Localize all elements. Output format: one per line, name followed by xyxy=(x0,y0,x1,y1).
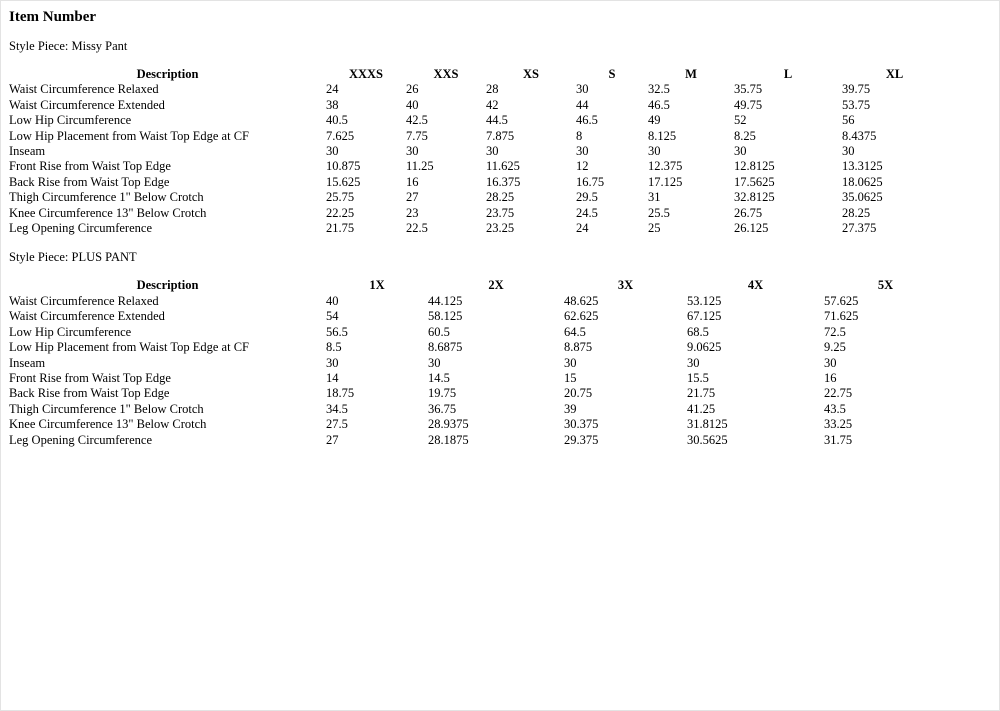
measurement-row xyxy=(9,98,947,113)
size-value: 58.125 xyxy=(428,309,463,324)
size-value: 30 xyxy=(428,355,441,370)
size-value: 30 xyxy=(734,144,747,159)
size-value: 22.75 xyxy=(824,386,853,401)
size-value: 17.125 xyxy=(648,174,683,189)
measurement-row xyxy=(9,340,947,355)
size-value: 30 xyxy=(326,144,339,159)
column-header-3x: 3X xyxy=(617,278,634,293)
row-label: Back Rise from Waist Top Edge xyxy=(9,174,170,189)
size-value: 34.5 xyxy=(326,401,348,416)
size-value: 62.625 xyxy=(564,309,599,324)
size-value: 12.375 xyxy=(648,159,683,174)
size-value: 44.125 xyxy=(428,293,463,308)
size-value: 12 xyxy=(576,159,589,174)
column-header-xs: XS xyxy=(523,67,539,81)
size-value: 44.5 xyxy=(486,113,508,128)
measurement-row xyxy=(9,159,947,174)
measurement-row xyxy=(9,144,947,159)
row-label: Thigh Circumference 1" Below Crotch xyxy=(9,190,204,205)
plus-pant-size-table xyxy=(9,278,947,447)
size-value: 16 xyxy=(824,370,837,385)
size-value: 49.75 xyxy=(734,97,763,112)
size-value: 30 xyxy=(326,355,339,370)
size-value: 46.5 xyxy=(648,97,670,112)
size-value: 38 xyxy=(326,97,339,112)
size-value: 64.5 xyxy=(564,324,586,339)
size-value: 27.5 xyxy=(326,417,348,432)
size-value: 30 xyxy=(842,144,855,159)
size-value: 11.625 xyxy=(486,159,520,174)
measurement-row xyxy=(9,129,947,144)
measurement-row xyxy=(9,221,947,236)
measurement-row xyxy=(9,402,947,417)
size-value: 28.1875 xyxy=(428,432,469,447)
measurement-row xyxy=(9,433,947,448)
size-value: 23 xyxy=(406,205,419,220)
size-value: 17.5625 xyxy=(734,174,775,189)
measurement-row xyxy=(9,206,947,221)
size-value: 8 xyxy=(576,128,583,143)
measurement-row xyxy=(9,325,947,340)
size-value: 15.5 xyxy=(687,370,709,385)
size-value: 25.5 xyxy=(648,205,670,220)
size-value: 30 xyxy=(576,144,589,159)
size-value: 40 xyxy=(406,97,419,112)
size-value: 40 xyxy=(326,293,339,308)
size-value: 33.25 xyxy=(824,417,853,432)
size-value: 32.5 xyxy=(648,82,670,97)
row-label: Waist Circumference Relaxed xyxy=(9,82,159,97)
size-table-header-row xyxy=(9,278,947,293)
column-header-5x: 5X xyxy=(877,278,894,293)
row-label: Low Hip Circumference xyxy=(9,324,132,339)
size-value: 24 xyxy=(326,82,339,97)
size-value: 21.75 xyxy=(326,221,355,236)
size-value: 30 xyxy=(576,82,589,97)
measurement-row xyxy=(9,371,947,386)
row-label: Low Hip Circumference xyxy=(9,113,132,128)
column-header-description: Description xyxy=(136,278,199,293)
row-label: Knee Circumference 13" Below Crotch xyxy=(9,417,207,432)
measurement-row xyxy=(9,190,947,205)
size-value: 31.8125 xyxy=(687,417,728,432)
row-label: Thigh Circumference 1" Below Crotch xyxy=(9,401,204,416)
size-value: 41.25 xyxy=(687,401,716,416)
style-piece-label-plus-pant: Style Piece: PLUS PANT xyxy=(9,250,137,265)
column-header-2x: 2X xyxy=(488,278,504,293)
size-value: 30 xyxy=(564,355,577,370)
column-header-description: Description xyxy=(136,67,199,81)
column-header-m: M xyxy=(685,67,697,81)
size-value: 12.8125 xyxy=(734,159,775,174)
size-value: 16 xyxy=(406,174,419,189)
size-value: 29.375 xyxy=(564,432,599,447)
style-piece-label-missy-pant: Style Piece: Missy Pant xyxy=(9,39,128,53)
size-value: 8.25 xyxy=(734,128,756,143)
size-table-header-row xyxy=(9,67,947,82)
size-value: 10.875 xyxy=(326,159,361,174)
size-value: 44 xyxy=(576,97,589,112)
column-header-xl: XL xyxy=(885,67,904,81)
size-value: 30.375 xyxy=(564,417,599,432)
size-value: 48.625 xyxy=(564,293,599,308)
size-value: 22.25 xyxy=(326,205,355,220)
measurement-row xyxy=(9,294,947,309)
size-value: 31.75 xyxy=(824,432,853,447)
size-value: 39 xyxy=(564,401,577,416)
size-value: 32.8125 xyxy=(734,190,775,205)
size-value: 13.3125 xyxy=(842,159,883,174)
size-value: 8.125 xyxy=(648,128,677,143)
size-value: 8.875 xyxy=(564,340,593,355)
size-value: 7.625 xyxy=(326,128,355,143)
size-value: 30 xyxy=(486,144,499,159)
size-value: 23.75 xyxy=(486,205,515,220)
size-value: 24 xyxy=(576,221,589,236)
size-value: 52 xyxy=(734,113,747,128)
row-label: Front Rise from Waist Top Edge xyxy=(9,370,171,385)
size-value: 28.9375 xyxy=(428,417,469,432)
size-value: 7.875 xyxy=(486,128,515,143)
size-value: 28.25 xyxy=(486,190,515,205)
size-value: 18.75 xyxy=(326,386,355,401)
size-value: 16.375 xyxy=(486,174,521,189)
size-value: 30 xyxy=(648,144,661,159)
column-header-l: L xyxy=(783,67,793,81)
size-value: 8.6875 xyxy=(428,340,463,355)
size-value: 54 xyxy=(326,309,339,324)
size-value: 26.125 xyxy=(734,221,769,236)
size-value: 31 xyxy=(648,190,661,205)
missy-pant-size-table xyxy=(9,67,947,236)
size-value: 25 xyxy=(648,221,661,236)
size-value: 30.5625 xyxy=(687,432,728,447)
size-value: 8.4375 xyxy=(842,128,877,143)
column-header-1x: 1X xyxy=(369,278,385,293)
size-value: 42.5 xyxy=(406,113,428,128)
size-value: 56 xyxy=(842,113,855,128)
size-value: 28.25 xyxy=(842,205,871,220)
size-value: 53.75 xyxy=(842,97,871,112)
measurement-row xyxy=(9,175,947,190)
row-label: Knee Circumference 13" Below Crotch xyxy=(9,205,207,220)
size-value: 14 xyxy=(326,370,339,385)
size-value: 9.0625 xyxy=(687,340,722,355)
size-value: 35.0625 xyxy=(842,190,883,205)
size-value: 30 xyxy=(824,355,837,370)
size-value: 11.25 xyxy=(406,159,434,174)
column-header-xxs: XXS xyxy=(433,67,459,81)
size-value: 26 xyxy=(406,82,419,97)
size-value: 36.75 xyxy=(428,401,457,416)
size-value: 40.5 xyxy=(326,113,348,128)
size-value: 16.75 xyxy=(576,174,605,189)
size-value: 60.5 xyxy=(428,324,450,339)
row-label: Inseam xyxy=(9,144,46,159)
size-value: 21.75 xyxy=(687,386,716,401)
size-value: 49 xyxy=(648,113,661,128)
size-value: 28 xyxy=(486,82,499,97)
size-value: 56.5 xyxy=(326,324,348,339)
size-value: 23.25 xyxy=(486,221,515,236)
size-value: 20.75 xyxy=(564,386,593,401)
row-label: Low Hip Placement from Waist Top Edge at CF xyxy=(9,340,249,355)
measurement-row xyxy=(9,82,947,97)
size-value: 26.75 xyxy=(734,205,763,220)
size-value: 35.75 xyxy=(734,82,763,97)
size-value: 29.5 xyxy=(576,190,598,205)
column-header-4x: 4X xyxy=(747,278,764,293)
measurement-row xyxy=(9,386,947,401)
row-label: Leg Opening Circumference xyxy=(9,432,152,447)
size-value: 15.625 xyxy=(326,174,361,189)
column-header-xxxs: XXXS xyxy=(348,67,384,81)
size-value: 43.5 xyxy=(824,401,846,416)
size-value: 8.5 xyxy=(326,340,342,355)
row-label: Waist Circumference Relaxed xyxy=(9,293,159,308)
page-title: Item Number xyxy=(9,9,97,25)
size-value: 71.625 xyxy=(824,309,859,324)
size-value: 19.75 xyxy=(428,386,457,401)
size-value: 68.5 xyxy=(687,324,709,339)
size-value: 42 xyxy=(486,97,499,112)
size-value: 27 xyxy=(406,190,419,205)
measurement-row xyxy=(9,417,947,432)
row-label: Low Hip Placement from Waist Top Edge at CF xyxy=(9,128,249,143)
size-value: 15 xyxy=(564,370,577,385)
size-value: 9.25 xyxy=(824,340,846,355)
size-value: 30 xyxy=(406,144,419,159)
column-header-s: S xyxy=(608,67,616,81)
size-value: 46.5 xyxy=(576,113,598,128)
row-label: Inseam xyxy=(9,355,46,370)
row-label: Front Rise from Waist Top Edge xyxy=(9,159,171,174)
size-value: 22.5 xyxy=(406,221,428,236)
size-value: 30 xyxy=(687,355,700,370)
measurement-row xyxy=(9,356,947,371)
size-value: 7.75 xyxy=(406,128,428,143)
size-value: 25.75 xyxy=(326,190,355,205)
size-value: 27.375 xyxy=(842,221,877,236)
measurement-row xyxy=(9,309,947,324)
size-value: 39.75 xyxy=(842,82,871,97)
row-label: Waist Circumference Extended xyxy=(9,309,165,324)
size-value: 18.0625 xyxy=(842,174,883,189)
size-value: 24.5 xyxy=(576,205,598,220)
size-value: 14.5 xyxy=(428,370,450,385)
measurement-row xyxy=(9,113,947,128)
size-value: 53.125 xyxy=(687,293,722,308)
size-value: 57.625 xyxy=(824,293,859,308)
row-label: Back Rise from Waist Top Edge xyxy=(9,386,170,401)
size-value: 27 xyxy=(326,432,339,447)
size-value: 67.125 xyxy=(687,309,722,324)
size-value: 72.5 xyxy=(824,324,846,339)
row-label: Waist Circumference Extended xyxy=(9,97,165,112)
row-label: Leg Opening Circumference xyxy=(9,221,152,236)
